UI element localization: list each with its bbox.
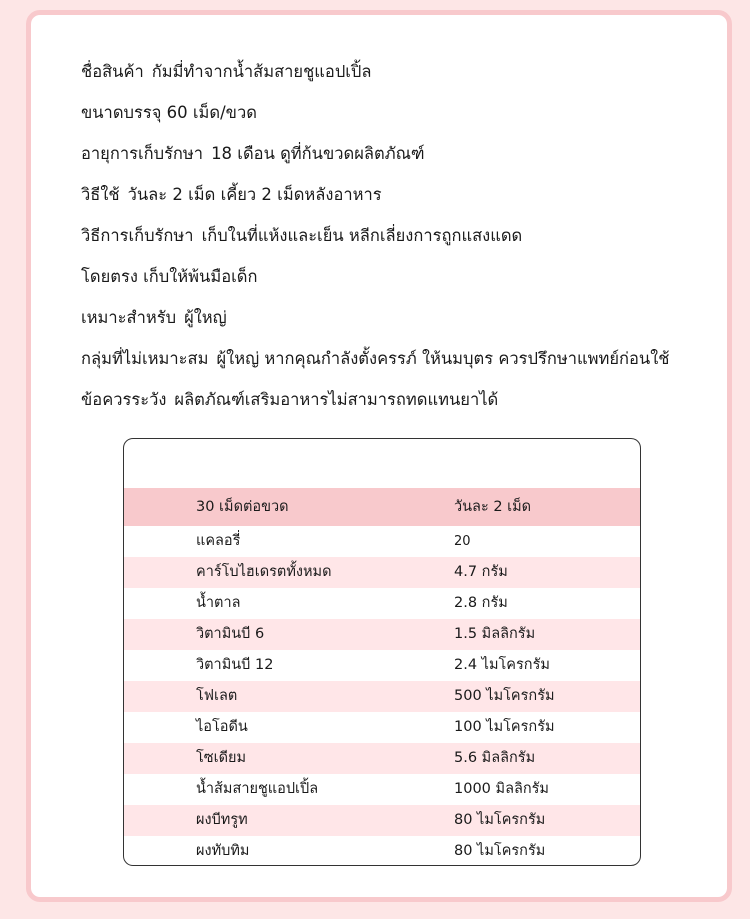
info-label: วิธีการเก็บรักษา [81, 226, 194, 245]
info-label: ชื่อสินค้า [81, 62, 144, 81]
nutrient-amount: 2.8 กรัม [454, 595, 508, 611]
info-not-suitable [81, 338, 719, 379]
nutrient-name: ไอโอดีน [196, 719, 248, 735]
nutrient-name: วิตามินบี 6 [196, 626, 265, 642]
nutrition-rows [124, 488, 640, 866]
nutrition-table [123, 438, 641, 866]
info-value: เก็บในที่แห้งและเย็น หลีกเลี่ยงการถูกแสงแดด [201, 226, 523, 245]
nutrient-name: โฟเลต [196, 688, 238, 704]
nutrient-name: น้ำตาล [196, 595, 241, 611]
info-label: ข้อควรระวัง [81, 390, 167, 409]
nutrient-amount: 5.6 มิลลิกรัม [454, 750, 536, 766]
nutrient-amount: 2.4 ไมโครกรัม [454, 657, 550, 673]
info-label: วิธีใช้ [81, 185, 120, 204]
info-usage [81, 174, 719, 215]
nutrition-row [124, 712, 640, 743]
product-info-list [81, 51, 719, 420]
nutrient-amount: 1.5 มิลลิกรัม [454, 626, 536, 642]
info-shelf-life [81, 133, 719, 174]
info-value: ผลิตภัณฑ์เสริมอาหารไม่สามารถทดแทนยาได้ [174, 390, 499, 409]
nutrition-row [124, 774, 640, 805]
nutrition-row [124, 619, 640, 650]
nutrient-amount: 500 ไมโครกรัม [454, 688, 555, 704]
nutrition-header-row [124, 488, 640, 526]
info-value: โดยตรง เก็บให้พ้นมือเด็ก [81, 267, 258, 286]
nutrient-amount: 4.7 กรัม [454, 564, 508, 580]
info-value: กัมมี่ทำจากน้ำส้มสายชูแอปเปิ้ล [151, 62, 372, 81]
info-label: อายุการเก็บรักษา [81, 144, 204, 163]
nutrition-row [124, 681, 640, 712]
info-value: ผู้ใหญ่ หากคุณกำลังตั้งครรภ์ ให้นมบุตร ควรปรึกษาแพทย์ก่อนใช้ [216, 349, 670, 368]
info-storage-continued [81, 256, 719, 297]
nutrient-name: โซเดียม [196, 750, 247, 766]
nutrient-amount: 100 ไมโครกรัม [454, 719, 555, 735]
info-value: วันละ 2 เม็ด เคี้ยว 2 เม็ดหลังอาหาร [127, 185, 382, 204]
nutrient-name: ผงบีทรูท [196, 812, 248, 828]
nutrition-row [124, 805, 640, 836]
nutrition-row [124, 526, 640, 557]
info-caution [81, 379, 719, 420]
header-dose: วันละ 2 เม็ด [454, 499, 532, 515]
nutrient-name: แคลอรี่ [196, 533, 241, 549]
nutrition-row [124, 650, 640, 681]
info-storage [81, 215, 719, 256]
info-value: 18 เดือน ดูที่ก้นขวดผลิตภัณฑ์ [211, 144, 425, 163]
nutrient-name: น้ำส้มสายชูแอปเปิ้ล [196, 781, 319, 797]
nutrient-amount: 20 [454, 534, 471, 549]
info-label: กลุ่มที่ไม่เหมาะสม [81, 349, 209, 368]
info-value: ผู้ใหญ่ [184, 308, 227, 327]
header-serving: 30 เม็ดต่อขวด [196, 499, 289, 515]
product-info-card [26, 10, 732, 902]
nutrient-name: ผงทับทิม [196, 843, 250, 859]
info-suitable-for [81, 297, 719, 338]
info-value: ขนาดบรรจุ 60 เม็ด/ขวด [81, 103, 257, 122]
info-product-name [81, 51, 719, 92]
nutrient-name: วิตามินบี 12 [196, 657, 274, 673]
nutrition-row [124, 743, 640, 774]
nutrient-amount: 1000 มิลลิกรัม [454, 781, 549, 797]
nutrition-row [124, 588, 640, 619]
info-package-size [81, 92, 719, 133]
nutrition-row [124, 836, 640, 866]
nutrient-name: คาร์โบไฮเดรตทั้งหมด [196, 564, 332, 580]
nutrition-row [124, 557, 640, 588]
info-label: เหมาะสำหรับ [81, 308, 177, 327]
nutrient-amount: 80 ไมโครกรัม [454, 843, 546, 859]
nutrient-amount: 80 ไมโครกรัม [454, 812, 546, 828]
